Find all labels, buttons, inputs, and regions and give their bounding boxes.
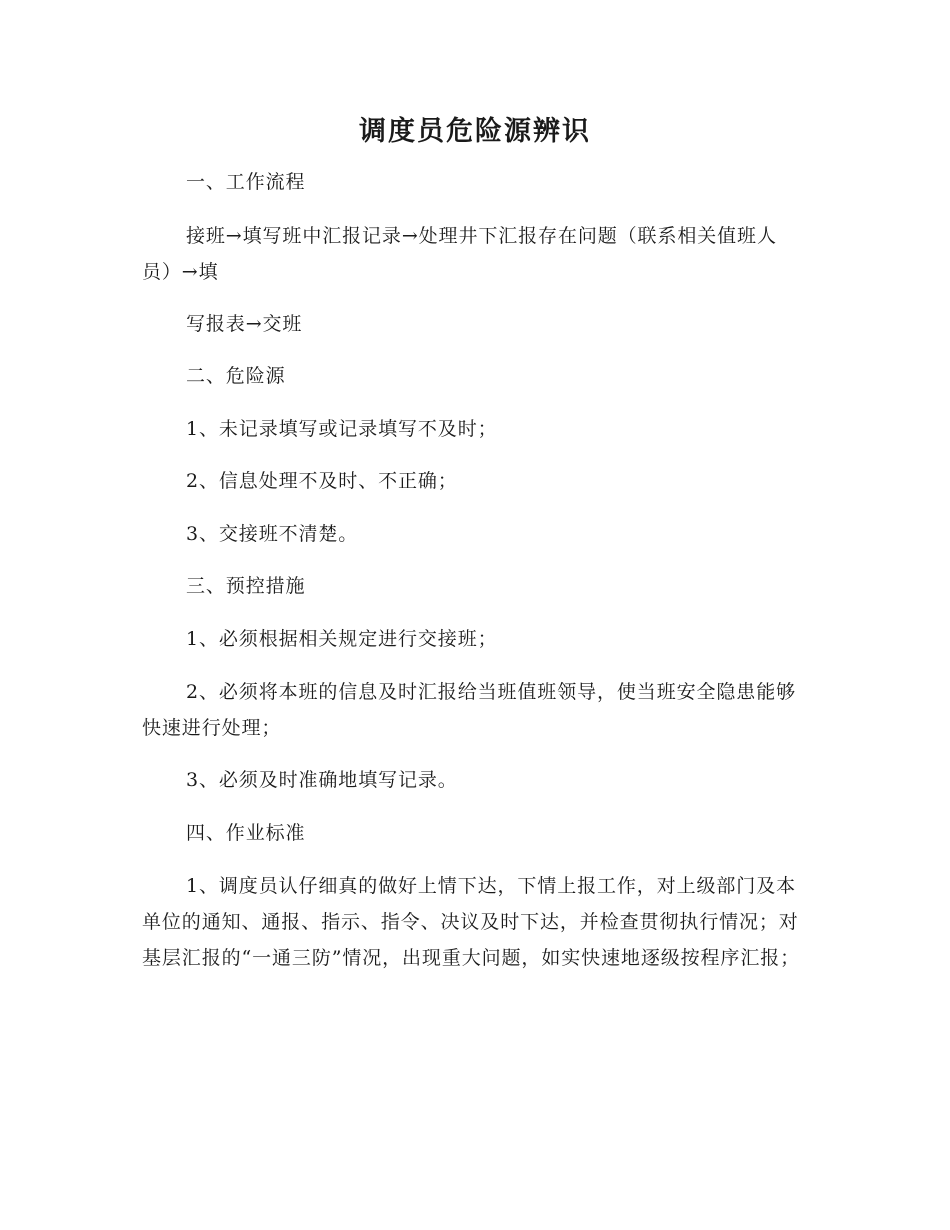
- control-item: 3、必须及时准确地填写记录。: [186, 769, 458, 791]
- standard-item: 1、调度员认仔细真的做好上情下达，下情上报工作，对上级部门及本单位的通知、通报、指示、指令、决议及时下达，并检查贯彻执行情况；对基层汇报的“一通三防”情况，出现重大问题，如实快速地逐级按程序汇报；: [142, 875, 801, 969]
- control-item: 1、必须根据相关规定进行交接班；: [186, 628, 498, 650]
- workflow-paragraph-continued: 写报表→交班: [186, 313, 303, 335]
- section-heading-standards: 四、作业标准: [186, 822, 306, 844]
- hazard-item: 2、信息处理不及时、不正确；: [186, 470, 458, 492]
- document-title: 调度员危险源辨识: [359, 116, 591, 147]
- hazard-item: 1、未记录填写或记录填写不及时；: [186, 418, 498, 440]
- section-heading-workflow: 一、工作流程: [186, 171, 306, 193]
- hazard-item: 3、交接班不清楚。: [186, 523, 359, 545]
- control-item: 2、必须将本班的信息及时汇报给当班值班领导，使当班安全隐患能够快速进行处理；: [142, 681, 796, 739]
- section-heading-controls: 三、预控措施: [186, 575, 306, 597]
- section-heading-hazards: 二、危险源: [186, 365, 286, 387]
- workflow-paragraph: 接班→填写班中汇报记录→处理井下汇报存在问题（联系相关值班人员）→填: [142, 225, 777, 283]
